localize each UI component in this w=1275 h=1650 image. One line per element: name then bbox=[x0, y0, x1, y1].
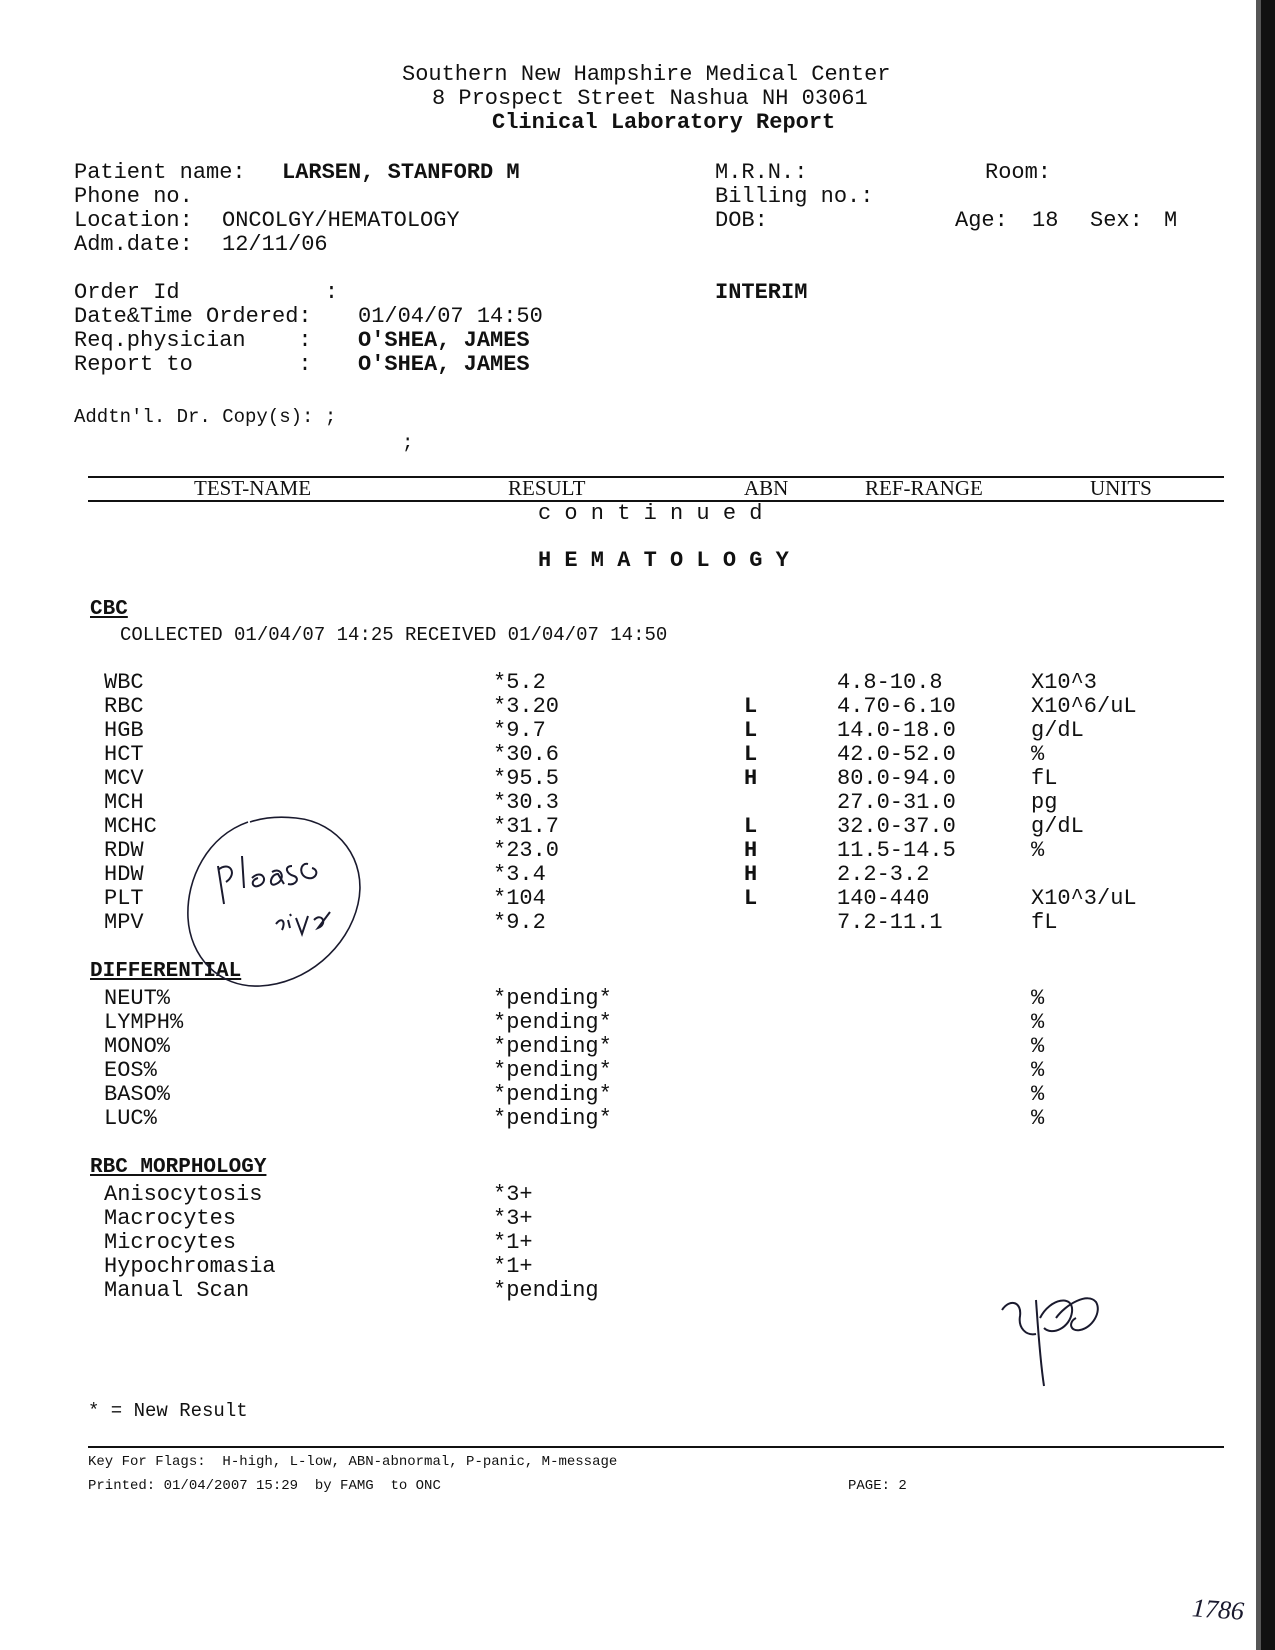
abn-flag: L bbox=[744, 718, 758, 743]
test-result: *5.2 bbox=[493, 670, 546, 695]
units: % bbox=[1031, 742, 1045, 767]
units: % bbox=[1031, 1034, 1045, 1059]
abn-flag: H bbox=[744, 838, 758, 863]
test-name: Hypochromasia bbox=[104, 1254, 276, 1279]
location-value: ONCOLGY/HEMATOLOGY bbox=[222, 208, 460, 233]
report-to-value: O'SHEA, JAMES bbox=[358, 352, 530, 377]
morphology-title: RBC MORPHOLOGY bbox=[90, 1156, 267, 1179]
table-row bbox=[0, 694, 1275, 718]
table-row bbox=[0, 1082, 1275, 1106]
units: % bbox=[1031, 1106, 1045, 1131]
test-name: NEUT% bbox=[104, 986, 171, 1011]
table-row bbox=[0, 1230, 1275, 1254]
table-row bbox=[0, 1254, 1275, 1278]
ref-range: 4.70-6.10 bbox=[837, 694, 956, 719]
phone-label: Phone no. bbox=[74, 184, 193, 209]
table-row bbox=[0, 1106, 1275, 1130]
col-test-name: TEST-NAME bbox=[194, 476, 312, 500]
table-row bbox=[0, 1010, 1275, 1034]
test-result: *1+ bbox=[493, 1230, 533, 1255]
key-for-flags: Key For Flags: H-high, L-low, ABN-abnormal, P-panic, M-message bbox=[88, 1454, 618, 1470]
test-result: *104 bbox=[493, 886, 546, 911]
sex-label: Sex: bbox=[1090, 208, 1143, 233]
test-result: *pending bbox=[493, 1278, 599, 1303]
test-result: *9.2 bbox=[493, 910, 546, 935]
handwritten-page-number: 1786 bbox=[1191, 1593, 1245, 1626]
ref-range: 14.0-18.0 bbox=[837, 718, 956, 743]
page-number: PAGE: 2 bbox=[848, 1478, 907, 1494]
patient-name: LARSEN, STANFORD M bbox=[282, 160, 520, 185]
test-name: EOS% bbox=[104, 1058, 157, 1083]
test-name: LYMPH% bbox=[104, 1010, 184, 1035]
test-result: *pending* bbox=[493, 1106, 612, 1131]
cbc-title: CBC bbox=[90, 598, 128, 621]
test-result: *3.20 bbox=[493, 694, 560, 719]
test-result: *pending* bbox=[493, 986, 612, 1011]
test-result: *95.5 bbox=[493, 766, 560, 791]
printed-info: Printed: 01/04/2007 15:29 by FAMG to ONC bbox=[88, 1478, 441, 1494]
table-row bbox=[0, 670, 1275, 694]
test-result: *1+ bbox=[493, 1254, 533, 1279]
units: pg bbox=[1031, 790, 1058, 815]
room-label: Room: bbox=[985, 160, 1052, 185]
test-name: HGB bbox=[104, 718, 144, 743]
test-result: *pending* bbox=[493, 1082, 612, 1107]
ref-range: 7.2-11.1 bbox=[837, 910, 943, 935]
abn-flag: L bbox=[744, 694, 758, 719]
test-result: *3+ bbox=[493, 1182, 533, 1207]
units: % bbox=[1031, 1010, 1045, 1035]
mrn-label: M.R.N.: bbox=[715, 160, 808, 185]
differential-title: DIFFERENTIAL bbox=[90, 960, 242, 983]
ref-range: 80.0-94.0 bbox=[837, 766, 956, 791]
ref-range: 42.0-52.0 bbox=[837, 742, 956, 767]
facility-address: 8 Prospect Street Nashua NH 03061 bbox=[432, 86, 868, 111]
test-result: *pending* bbox=[493, 1010, 612, 1035]
new-result-legend: * = New Result bbox=[88, 1400, 248, 1422]
table-row bbox=[0, 1206, 1275, 1230]
billing-label: Billing no.: bbox=[715, 184, 874, 209]
abn-flag: H bbox=[744, 862, 758, 887]
abn-flag: L bbox=[744, 742, 758, 767]
additional-copies-extra: ; bbox=[402, 432, 414, 454]
test-name: RBC bbox=[104, 694, 144, 719]
units: fL bbox=[1031, 910, 1058, 935]
handwritten-please-review-note bbox=[178, 808, 378, 998]
units: X10^3 bbox=[1031, 670, 1098, 695]
units: % bbox=[1031, 1058, 1045, 1083]
test-name: MCV bbox=[104, 766, 144, 791]
units: % bbox=[1031, 1082, 1045, 1107]
table-row bbox=[0, 1034, 1275, 1058]
units: g/dL bbox=[1031, 718, 1084, 743]
test-result: *31.7 bbox=[493, 814, 560, 839]
units: fL bbox=[1031, 766, 1058, 791]
col-result: RESULT bbox=[508, 476, 586, 500]
report-to-label: Report to : bbox=[74, 352, 312, 377]
adm-date-value: 12/11/06 bbox=[222, 232, 328, 257]
test-result: *30.3 bbox=[493, 790, 560, 815]
test-result: *9.7 bbox=[493, 718, 546, 743]
table-row bbox=[0, 742, 1275, 766]
test-name: Macrocytes bbox=[104, 1206, 237, 1231]
units: % bbox=[1031, 986, 1045, 1011]
table-row bbox=[0, 766, 1275, 790]
table-row bbox=[0, 718, 1275, 742]
report-title: Clinical Laboratory Report bbox=[492, 110, 836, 135]
test-name: Microcytes bbox=[104, 1230, 237, 1255]
test-name: MPV bbox=[104, 910, 144, 935]
location-label: Location: bbox=[74, 208, 193, 233]
sex-value: M bbox=[1164, 208, 1178, 233]
table-row bbox=[0, 1058, 1275, 1082]
date-ordered-value: 01/04/07 14:50 bbox=[358, 304, 543, 329]
test-name: HDW bbox=[104, 862, 144, 887]
patient-name-label: Patient name: bbox=[74, 160, 246, 185]
ref-range: 2.2-3.2 bbox=[837, 862, 930, 887]
ref-range: 27.0-31.0 bbox=[837, 790, 956, 815]
adm-date-label: Adm.date: bbox=[74, 232, 193, 257]
units: X10^6/uL bbox=[1031, 694, 1137, 719]
test-result: *3+ bbox=[493, 1206, 533, 1231]
abn-flag: L bbox=[744, 886, 758, 911]
test-result: *30.6 bbox=[493, 742, 560, 767]
test-name: MCHC bbox=[104, 814, 157, 839]
test-name: Manual Scan bbox=[104, 1278, 250, 1303]
additional-copies: Addtn'l. Dr. Copy(s): ; bbox=[74, 406, 337, 428]
footer-rule bbox=[88, 1446, 1224, 1448]
abn-flag: H bbox=[744, 766, 758, 791]
section-title: H E M A T O L O G Y bbox=[538, 548, 789, 573]
abn-flag: L bbox=[744, 814, 758, 839]
test-name: RDW bbox=[104, 838, 144, 863]
units: % bbox=[1031, 838, 1045, 863]
test-name: Anisocytosis bbox=[104, 1182, 263, 1207]
ref-range: 11.5-14.5 bbox=[837, 838, 956, 863]
test-name: HCT bbox=[104, 742, 144, 767]
ref-range: 32.0-37.0 bbox=[837, 814, 956, 839]
col-units: UNITS bbox=[1090, 476, 1152, 500]
cbc-collected: COLLECTED 01/04/07 14:25 RECEIVED 01/04/07 14:50 bbox=[120, 624, 668, 646]
col-abn: ABN bbox=[744, 476, 789, 500]
test-name: WBC bbox=[104, 670, 144, 695]
test-name: BASO% bbox=[104, 1082, 171, 1107]
dob-label: DOB: bbox=[715, 208, 768, 233]
units: g/dL bbox=[1031, 814, 1084, 839]
age-value: 18 bbox=[1032, 208, 1059, 233]
test-name: MONO% bbox=[104, 1034, 171, 1059]
test-result: *3.4 bbox=[493, 862, 546, 887]
ref-range: 4.8-10.8 bbox=[837, 670, 943, 695]
col-ref-range: REF-RANGE bbox=[865, 476, 983, 500]
req-physician-value: O'SHEA, JAMES bbox=[358, 328, 530, 353]
table-row bbox=[0, 1182, 1275, 1206]
order-id-label: Order Id : bbox=[74, 280, 339, 305]
test-name: PLT bbox=[104, 886, 144, 911]
units: X10^3/uL bbox=[1031, 886, 1137, 911]
test-result: *23.0 bbox=[493, 838, 560, 863]
test-result: *pending* bbox=[493, 1058, 612, 1083]
handwritten-initials bbox=[996, 1288, 1116, 1398]
ref-range: 140-440 bbox=[837, 886, 930, 911]
req-physician-label: Req.physician : bbox=[74, 328, 312, 353]
test-name: LUC% bbox=[104, 1106, 157, 1131]
age-label: Age: bbox=[955, 208, 1008, 233]
status-interim: INTERIM bbox=[715, 280, 808, 305]
test-name: MCH bbox=[104, 790, 144, 815]
test-result: *pending* bbox=[493, 1034, 612, 1059]
continued-label: c o n t i n u e d bbox=[538, 501, 763, 526]
facility-name: Southern New Hampshire Medical Center bbox=[402, 62, 891, 87]
date-ordered-label: Date&Time Ordered: bbox=[74, 304, 312, 329]
